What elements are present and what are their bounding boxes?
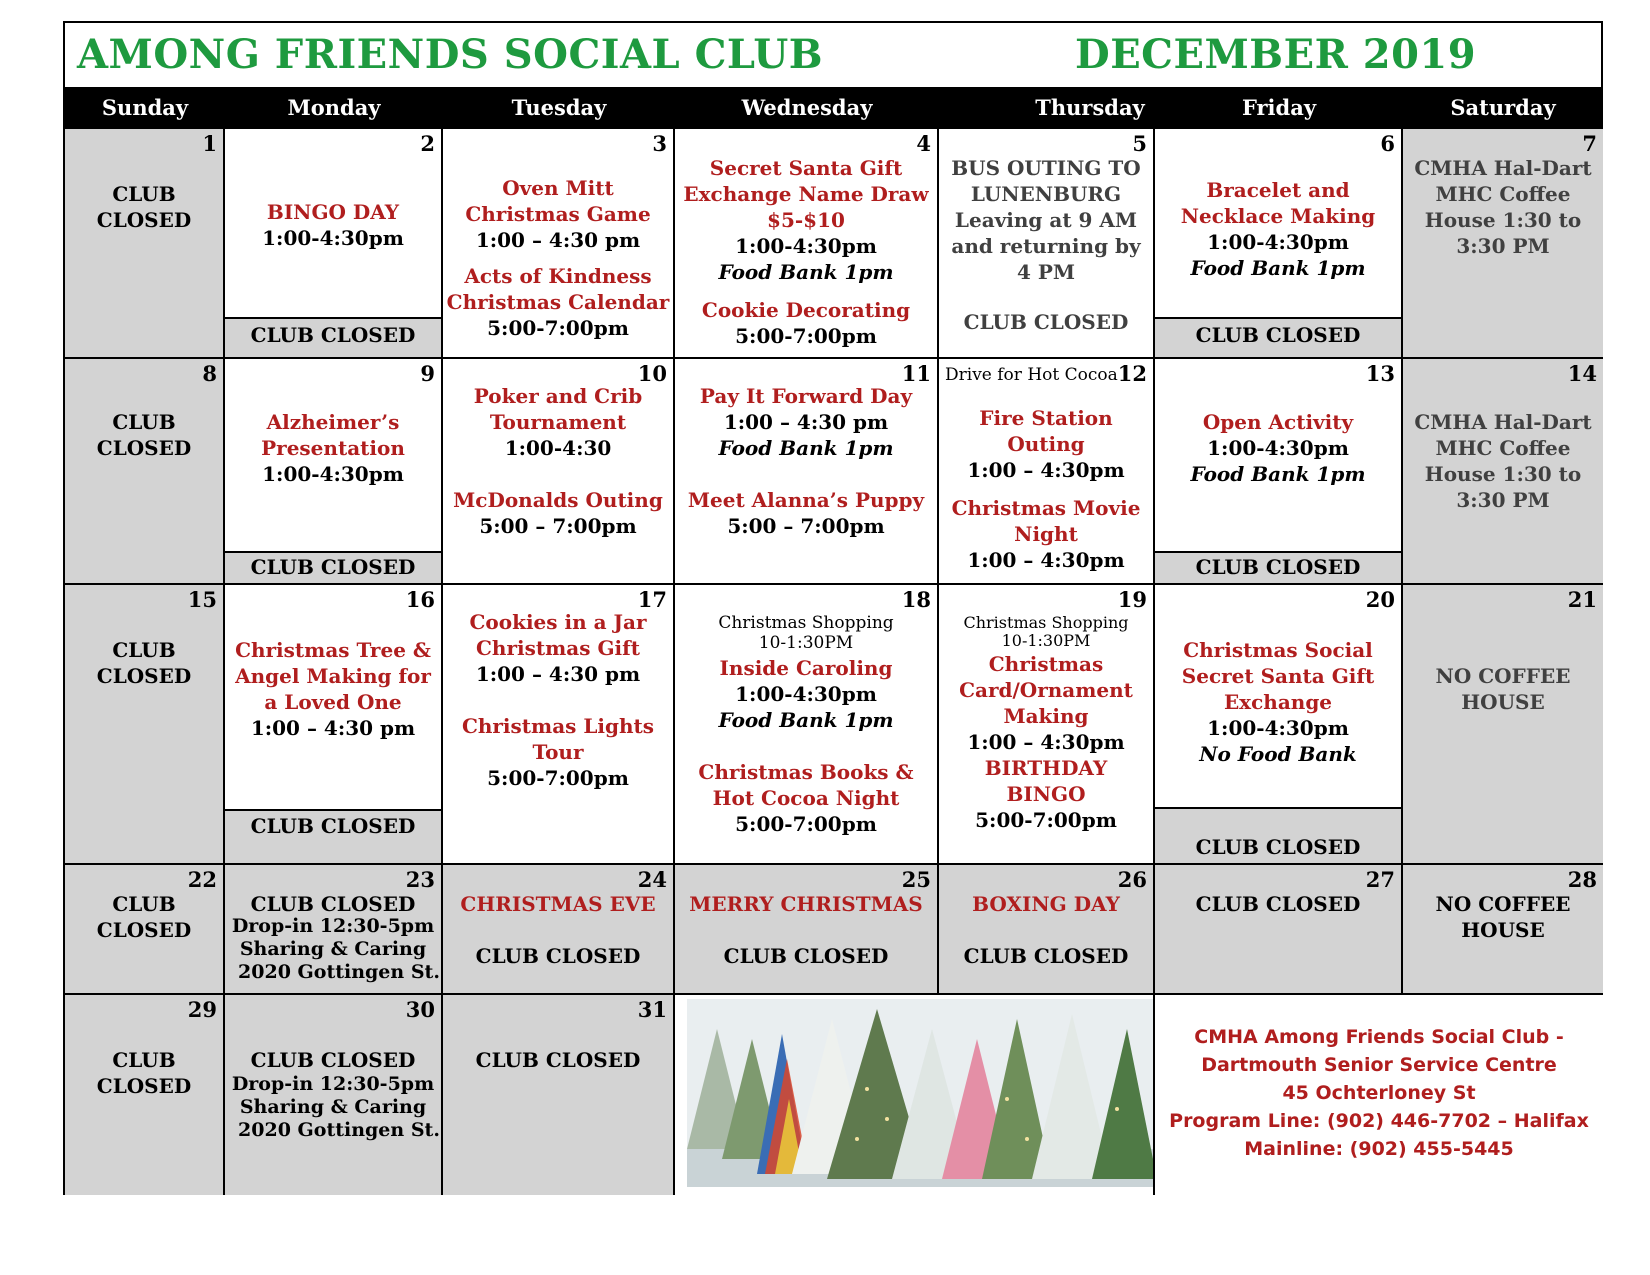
day-number: 15 bbox=[187, 587, 217, 612]
event-line: CMHA Hal-Dart bbox=[1414, 156, 1592, 180]
club-closed-label: CLUB CLOSED bbox=[96, 1048, 192, 1098]
food-bank-note: Food Bank 1pm bbox=[718, 436, 894, 460]
event-time: 1:00-4:30 bbox=[504, 436, 612, 460]
day-number: 16 bbox=[405, 587, 435, 612]
event-title-line: Fire Station bbox=[979, 406, 1113, 430]
food-bank-note: Food Bank 1pm bbox=[718, 708, 894, 732]
event-title-line: Christmas Gift bbox=[476, 636, 640, 660]
club-closed-label: CLUB CLOSED bbox=[475, 944, 641, 968]
event-title-line: Presentation bbox=[261, 436, 405, 460]
event-line: 4 PM bbox=[1016, 260, 1076, 284]
food-bank-note: No Food Bank bbox=[1199, 742, 1357, 766]
contact-line: CMHA Among Friends Social Club - bbox=[1194, 1026, 1564, 1048]
day-cell-15 bbox=[65, 585, 225, 865]
event-line: 2020 Gottingen St. bbox=[238, 961, 440, 983]
day-cell-4 bbox=[675, 129, 939, 359]
holiday-label: BOXING DAY bbox=[972, 892, 1120, 916]
day-number: 7 bbox=[1582, 131, 1597, 156]
food-bank-note: Food Bank 1pm bbox=[1190, 462, 1366, 486]
food-bank-note: Food Bank 1pm bbox=[1190, 256, 1366, 280]
day-number: 19 bbox=[1117, 587, 1147, 612]
day-cell-9 bbox=[225, 359, 443, 585]
day-cell-30 bbox=[225, 995, 443, 1195]
club-closed-footer: CLUB CLOSED bbox=[225, 551, 441, 583]
event-time: 1:00 – 4:30 pm bbox=[250, 716, 416, 740]
event-title-line: Poker and Crib bbox=[473, 384, 643, 408]
club-closed-footer: CLUB CLOSED bbox=[1155, 551, 1401, 583]
club-closed-label: CLUB CLOSED bbox=[963, 944, 1129, 968]
event-line: 3:30 PM bbox=[1456, 488, 1550, 512]
event-title-line: Outing bbox=[1007, 432, 1085, 456]
day-number: 26 bbox=[1117, 867, 1147, 892]
day-number: 25 bbox=[901, 867, 931, 892]
day-number: 14 bbox=[1567, 361, 1597, 386]
day-number: 13 bbox=[1365, 361, 1395, 386]
event-title-line: Tournament bbox=[489, 410, 627, 434]
food-bank-note: Food Bank 1pm bbox=[718, 260, 894, 284]
event-title-line: Exchange Name Draw bbox=[683, 182, 929, 206]
event-time: 5:00-7:00pm bbox=[975, 808, 1117, 832]
day-number: 5 bbox=[1132, 131, 1147, 156]
event-line: MHC Coffee bbox=[1435, 436, 1571, 460]
event-title: McDonalds Outing bbox=[453, 488, 663, 512]
club-closed-label: CLUB CLOSED bbox=[723, 944, 889, 968]
day-number: 17 bbox=[637, 587, 667, 612]
day-cell-24 bbox=[443, 865, 675, 995]
day-cell-26 bbox=[939, 865, 1155, 995]
day-thursday: Thursday bbox=[1035, 95, 1145, 120]
event-line: HOUSE bbox=[1461, 918, 1545, 942]
event-time: 5:00 – 7:00pm bbox=[479, 514, 637, 538]
day-number: 6 bbox=[1380, 131, 1395, 156]
day-number: 22 bbox=[187, 867, 217, 892]
day-cell-29 bbox=[65, 995, 225, 1195]
day-cell-1 bbox=[65, 129, 225, 359]
holiday-label: MERRY CHRISTMAS bbox=[689, 892, 923, 916]
calendar-header bbox=[65, 23, 1601, 87]
event-time: 1:00 – 4:30 pm bbox=[723, 410, 889, 434]
club-closed-label: CLUB CLOSED bbox=[963, 310, 1129, 334]
day-cell-28 bbox=[1403, 865, 1603, 995]
club-closed-footer: CLUB CLOSED bbox=[225, 317, 441, 357]
day-cell-7 bbox=[1403, 129, 1603, 359]
event-title: Meet Alanna’s Puppy bbox=[687, 488, 925, 512]
event-title-line: Christmas Books & bbox=[698, 760, 914, 784]
day-number: 4 bbox=[916, 131, 931, 156]
day-cell-16 bbox=[225, 585, 443, 865]
day-friday: Friday bbox=[1241, 95, 1317, 120]
day-number: 3 bbox=[652, 131, 667, 156]
event-title-line: Necklace Making bbox=[1180, 204, 1376, 228]
club-title: AMONG FRIENDS SOCIAL CLUB bbox=[77, 31, 824, 78]
day-cell-13 bbox=[1155, 359, 1403, 585]
event-time: 1:00 – 4:30 pm bbox=[475, 228, 641, 252]
event-time: 1:00-4:30pm bbox=[262, 226, 404, 250]
event-title-line: Tour bbox=[532, 740, 584, 764]
contact-line: Mainline: (902) 455-5445 bbox=[1244, 1138, 1514, 1160]
event-title: Inside Caroling bbox=[719, 656, 893, 680]
club-closed-label: CLUB CLOSED bbox=[1195, 892, 1361, 916]
club-closed-label: CLUB CLOSED bbox=[96, 182, 192, 232]
event-note: Drive for Hot Cocoa bbox=[945, 365, 1118, 385]
day-cell-5 bbox=[939, 129, 1155, 359]
event-line: CMHA Hal-Dart bbox=[1414, 410, 1592, 434]
event-title-line: Exchange bbox=[1223, 690, 1333, 714]
event-time: 5:00 – 7:00pm bbox=[727, 514, 885, 538]
day-number: 1 bbox=[202, 131, 217, 156]
event-time: 1:00 – 4:30pm bbox=[967, 548, 1125, 572]
day-number: 20 bbox=[1365, 587, 1395, 612]
event-title-line: Bracelet and bbox=[1206, 178, 1350, 202]
event-line: BUS OUTING TO bbox=[951, 156, 1141, 180]
contact-line: Program Line: (902) 446-7702 – Halifax bbox=[1169, 1110, 1589, 1132]
day-number: 18 bbox=[901, 587, 931, 612]
day-cell-14 bbox=[1403, 359, 1603, 585]
event-time: 1:00-4:30pm bbox=[262, 462, 404, 486]
day-cell-6 bbox=[1155, 129, 1403, 359]
contact-line: Dartmouth Senior Service Centre bbox=[1201, 1054, 1557, 1076]
event-line: Drop-in 12:30-5pm bbox=[231, 915, 435, 937]
event-time: 1:00 – 4:30 pm bbox=[475, 662, 641, 686]
day-cell-3 bbox=[443, 129, 675, 359]
day-number: 23 bbox=[405, 867, 435, 892]
event-time: 1:00-4:30pm bbox=[1207, 716, 1349, 740]
event-title-line: Christmas Social bbox=[1183, 638, 1373, 662]
day-number: 27 bbox=[1365, 867, 1395, 892]
event-title-line: Christmas Lights bbox=[461, 714, 655, 738]
day-cell-23 bbox=[225, 865, 443, 995]
day-cell-27 bbox=[1155, 865, 1403, 995]
event-title: BINGO DAY bbox=[266, 200, 400, 224]
event-note-line: 10-1:30PM bbox=[758, 633, 854, 653]
event-title-line: a Loved One bbox=[264, 690, 402, 714]
event-line: NO COFFEE bbox=[1435, 892, 1571, 916]
event-time: 1:00-4:30pm bbox=[735, 682, 877, 706]
event-line: Leaving at 9 AM bbox=[954, 208, 1138, 232]
day-tuesday: Tuesday bbox=[511, 95, 607, 120]
event-line: Sharing & Caring bbox=[239, 1096, 427, 1118]
event-time: 1:00-4:30pm bbox=[1207, 230, 1349, 254]
event-title-line: Secret Santa Gift bbox=[1181, 664, 1375, 688]
event-title-line: BINGO bbox=[1006, 782, 1086, 806]
day-monday: Monday bbox=[287, 95, 381, 120]
calendar bbox=[63, 21, 1603, 1195]
day-number: 29 bbox=[187, 997, 217, 1022]
event-title-line: BIRTHDAY bbox=[984, 756, 1108, 780]
day-number: 12 bbox=[1117, 361, 1147, 386]
event-line: 3:30 PM bbox=[1456, 234, 1550, 258]
event-title-line: Secret Santa Gift bbox=[709, 156, 903, 180]
day-cell-31 bbox=[443, 995, 675, 1195]
event-line: Sharing & Caring bbox=[239, 938, 427, 960]
event-title-line: $5-$10 bbox=[767, 208, 845, 232]
event-line: House 1:30 to bbox=[1424, 462, 1582, 486]
event-title: Cookie Decorating bbox=[701, 298, 911, 322]
day-cell-12 bbox=[939, 359, 1155, 585]
event-line: LUNENBURG bbox=[970, 182, 1122, 206]
event-time: 1:00 – 4:30pm bbox=[967, 458, 1125, 482]
day-number: 9 bbox=[420, 361, 435, 386]
event-line: Drop-in 12:30-5pm bbox=[231, 1073, 435, 1095]
day-number: 21 bbox=[1567, 587, 1597, 612]
day-number: 31 bbox=[637, 997, 667, 1022]
club-closed-label: CLUB CLOSED bbox=[250, 892, 416, 916]
weekday-header-row bbox=[65, 87, 1601, 129]
event-note-line: Christmas Shopping bbox=[963, 613, 1129, 632]
club-closed-footer: CLUB CLOSED bbox=[1155, 807, 1401, 863]
event-title-line: Cookies in a Jar bbox=[469, 610, 647, 634]
club-closed-label: CLUB CLOSED bbox=[96, 638, 192, 688]
event-title-line: Acts of Kindness bbox=[464, 264, 652, 288]
event-time: 5:00-7:00pm bbox=[487, 766, 629, 790]
event-line: House 1:30 to bbox=[1424, 208, 1582, 232]
event-line: MHC Coffee bbox=[1435, 182, 1571, 206]
day-cell-19 bbox=[939, 585, 1155, 865]
club-closed-footer: CLUB CLOSED bbox=[1155, 317, 1401, 357]
christmas-trees-illustration bbox=[687, 999, 1155, 1187]
day-number: 30 bbox=[405, 997, 435, 1022]
day-number: 2 bbox=[420, 131, 435, 156]
holiday-label: CHRISTMAS EVE bbox=[460, 892, 656, 916]
event-title-line: Alzheimer’s bbox=[266, 410, 400, 434]
day-number: 24 bbox=[637, 867, 667, 892]
event-note-line: 10-1:30PM bbox=[1001, 631, 1091, 650]
event-time: 5:00-7:00pm bbox=[487, 316, 629, 340]
event-title-line: Angel Making for bbox=[235, 664, 431, 688]
day-saturday: Saturday bbox=[1450, 95, 1556, 120]
event-time: 1:00-4:30pm bbox=[735, 234, 877, 258]
day-sunday: Sunday bbox=[101, 95, 189, 120]
day-cell-10 bbox=[443, 359, 675, 585]
month-title: DECEMBER 2019 bbox=[1075, 31, 1477, 78]
day-cell-21 bbox=[1403, 585, 1603, 865]
contact-info bbox=[1155, 995, 1603, 1195]
day-cell-17 bbox=[443, 585, 675, 865]
club-closed-label: CLUB CLOSED bbox=[96, 892, 192, 942]
event-title-line: Christmas Movie bbox=[951, 496, 1141, 520]
club-closed-label: CLUB CLOSED bbox=[475, 1048, 641, 1072]
day-number: 28 bbox=[1567, 867, 1597, 892]
club-closed-label: CLUB CLOSED bbox=[250, 1048, 416, 1072]
event-line: 2020 Gottingen St. bbox=[238, 1119, 440, 1141]
day-cell-20 bbox=[1155, 585, 1403, 865]
day-cell-8 bbox=[65, 359, 225, 585]
club-closed-label: CLUB CLOSED bbox=[96, 410, 192, 460]
event-time: 1:00-4:30pm bbox=[1207, 436, 1349, 460]
day-cell-11 bbox=[675, 359, 939, 585]
event-title-line: Christmas Tree & bbox=[235, 638, 431, 662]
event-time: 5:00-7:00pm bbox=[735, 812, 877, 836]
day-cell-2 bbox=[225, 129, 443, 359]
day-cell-25 bbox=[675, 865, 939, 995]
event-line: HOUSE bbox=[1461, 690, 1545, 714]
event-title-line: Christmas Game bbox=[465, 202, 651, 226]
event-title-line: Christmas bbox=[988, 652, 1104, 676]
contact-line: 45 Ochterloney St bbox=[1282, 1082, 1476, 1104]
day-cell-22 bbox=[65, 865, 225, 995]
day-number: 8 bbox=[202, 361, 217, 386]
day-number: 11 bbox=[901, 361, 931, 386]
club-closed-footer: CLUB CLOSED bbox=[225, 809, 441, 863]
event-time: 1:00 – 4:30pm bbox=[967, 730, 1125, 754]
event-title-line: Card/Ornament bbox=[959, 678, 1133, 702]
day-number: 10 bbox=[637, 361, 667, 386]
event-title-line: Night bbox=[1014, 522, 1078, 546]
christmas-trees-image bbox=[675, 995, 1155, 1195]
event-title: Open Activity bbox=[1202, 410, 1354, 434]
event-line: and returning by bbox=[951, 234, 1141, 258]
event-line: NO COFFEE bbox=[1435, 664, 1571, 688]
event-title-line: Making bbox=[1003, 704, 1089, 728]
event-title-line: Oven Mitt bbox=[502, 176, 614, 200]
event-title-line: Hot Cocoa Night bbox=[712, 786, 900, 810]
event-note-line: Christmas Shopping bbox=[718, 613, 894, 633]
event-time: 5:00-7:00pm bbox=[735, 324, 877, 348]
day-wednesday: Wednesday bbox=[741, 95, 873, 120]
event-title: Pay It Forward Day bbox=[699, 384, 913, 408]
event-title-line: Christmas Calendar bbox=[446, 290, 670, 314]
day-cell-18 bbox=[675, 585, 939, 865]
